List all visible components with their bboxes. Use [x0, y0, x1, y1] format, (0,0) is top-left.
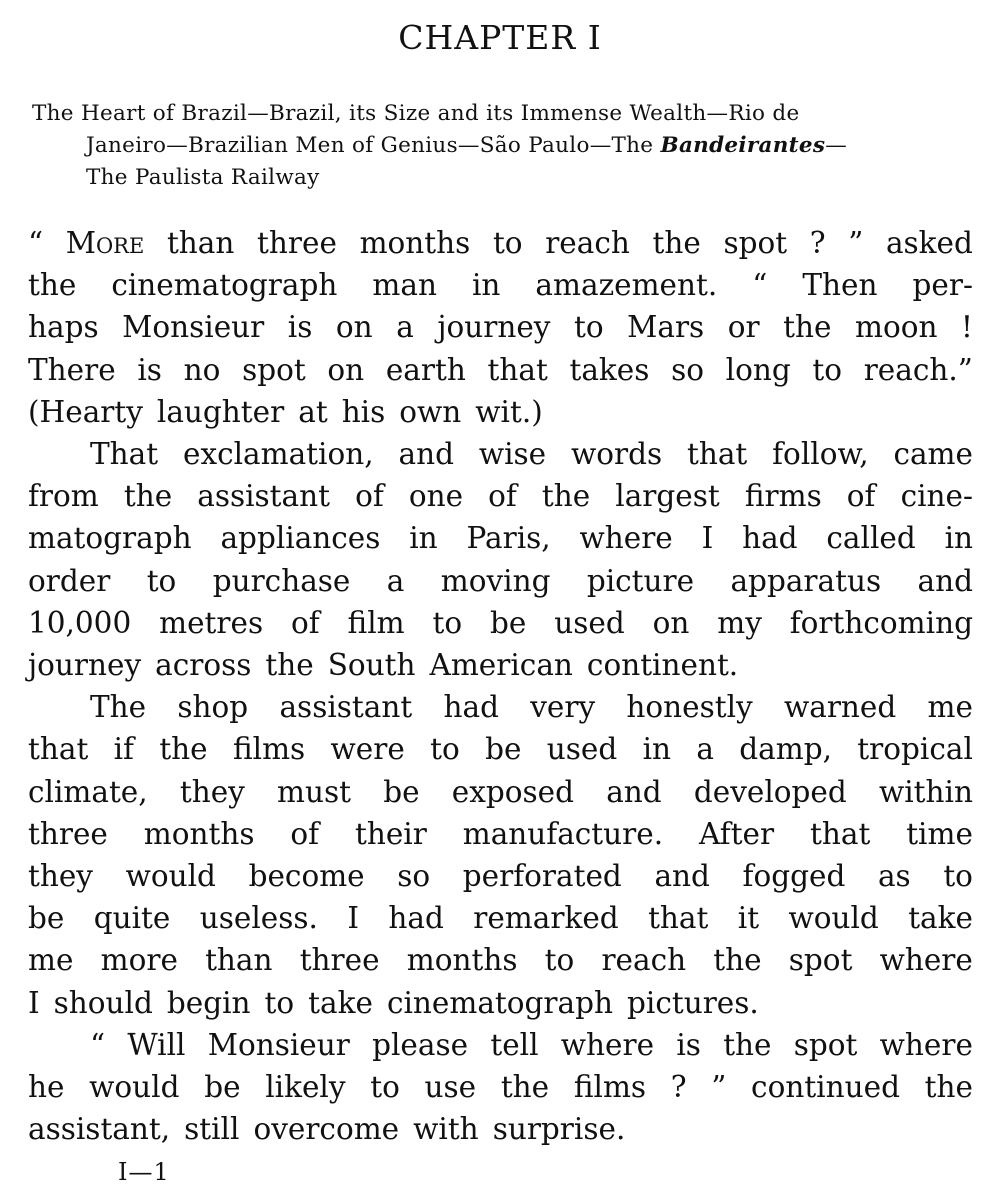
- word: climate,: [28, 774, 148, 809]
- word: to: [812, 352, 843, 387]
- word: on: [335, 310, 373, 345]
- word: Then: [802, 268, 878, 303]
- word: would: [125, 859, 216, 894]
- text-line: [28, 433, 973, 475]
- word: more: [100, 943, 178, 978]
- word: the: [159, 732, 208, 767]
- synopsis-italic-term: Bandeirantes: [660, 133, 826, 158]
- word: where: [579, 521, 673, 556]
- word: called: [826, 521, 916, 556]
- text-line: [28, 644, 973, 686]
- word: in: [944, 521, 973, 556]
- word: reach.”: [863, 352, 973, 387]
- word: me: [927, 690, 973, 725]
- text-line: [28, 264, 973, 306]
- word: assistant: [279, 690, 413, 725]
- word: as: [877, 859, 911, 894]
- word: man: [372, 268, 437, 303]
- text-line: [28, 1024, 973, 1066]
- signature-mark: I—1: [118, 1158, 170, 1186]
- word: purchase: [212, 563, 351, 598]
- word: likely: [265, 1070, 346, 1105]
- word: own: [399, 394, 462, 429]
- word: wise: [478, 437, 547, 472]
- word: in: [642, 732, 671, 767]
- word: shop: [177, 690, 249, 725]
- text-line: [28, 728, 973, 770]
- word: be: [28, 901, 65, 936]
- word: largest: [615, 479, 720, 514]
- word: the: [652, 226, 701, 260]
- word: where: [879, 943, 973, 978]
- text-line: [28, 813, 973, 855]
- word: at: [298, 394, 328, 429]
- word: the: [723, 1027, 772, 1062]
- word: to: [574, 310, 604, 345]
- word: and: [917, 563, 973, 598]
- word: forthcoming: [789, 605, 973, 640]
- word: is: [287, 310, 313, 345]
- word: take: [308, 985, 373, 1020]
- word: me: [28, 943, 74, 978]
- text-line: [28, 686, 973, 728]
- word: he: [28, 1070, 65, 1105]
- word: overcome: [253, 1112, 400, 1147]
- word: that: [28, 732, 89, 767]
- word: ?: [809, 226, 826, 260]
- word: is: [137, 352, 162, 387]
- text-line: [28, 391, 973, 433]
- word: to: [264, 985, 295, 1020]
- word: came: [893, 437, 973, 472]
- text-line: [28, 897, 973, 939]
- word: laughter: [156, 394, 285, 429]
- body-text: [28, 222, 973, 1150]
- word: three: [28, 816, 108, 851]
- text-line: [28, 349, 973, 391]
- chapter-synopsis: [32, 98, 977, 194]
- word: within: [878, 774, 973, 809]
- word: pictures.: [627, 985, 759, 1020]
- word: than: [205, 943, 273, 978]
- word: spot: [723, 226, 788, 260]
- word: used: [554, 605, 625, 640]
- word: I: [347, 901, 359, 936]
- word: I: [701, 521, 714, 556]
- word: The: [90, 690, 147, 725]
- word: if: [113, 732, 134, 767]
- text-line: [28, 982, 973, 1024]
- text-line: [28, 222, 973, 264]
- word: that: [648, 901, 709, 936]
- word: a: [386, 563, 405, 598]
- word: journey: [28, 648, 142, 683]
- word: so: [671, 352, 704, 387]
- word: would: [788, 901, 879, 936]
- word: cinematograph: [111, 268, 338, 303]
- word: ”: [711, 1070, 727, 1105]
- word: to: [492, 226, 523, 260]
- word: be: [490, 605, 527, 640]
- word: cinematograph: [386, 985, 613, 1020]
- word: Monsieur: [122, 310, 265, 345]
- word: had: [388, 901, 444, 936]
- word: would: [89, 1070, 180, 1105]
- word: metres: [159, 605, 264, 640]
- word: film: [347, 605, 405, 640]
- text-line: [28, 1108, 973, 1150]
- word: damp,: [739, 732, 832, 767]
- synopsis-line-2-dash: —: [825, 133, 848, 158]
- word: months: [143, 816, 255, 851]
- word: spot: [793, 1027, 858, 1062]
- word: spot: [242, 352, 306, 387]
- word: order: [28, 563, 111, 598]
- word: “: [90, 1027, 106, 1062]
- word: remarked: [473, 901, 619, 936]
- word: on: [652, 605, 690, 640]
- word: useless.: [199, 901, 318, 936]
- word: exclamation,: [182, 437, 374, 472]
- word: to: [146, 563, 177, 598]
- word: had: [443, 690, 499, 725]
- word: appliances: [220, 521, 381, 556]
- word: honestly: [626, 690, 753, 725]
- word: That: [90, 437, 159, 472]
- text-line: [28, 602, 973, 644]
- word: should: [53, 985, 153, 1020]
- synopsis-line-2: [32, 130, 977, 162]
- word: or: [727, 310, 760, 345]
- word: reach: [601, 943, 687, 978]
- word: apparatus: [730, 563, 882, 598]
- text-line: [28, 560, 973, 602]
- word: be: [383, 774, 420, 809]
- word: Monsieur: [207, 1027, 350, 1062]
- text-line: [28, 771, 973, 813]
- word: the: [541, 479, 591, 514]
- word: the: [265, 648, 314, 683]
- word: films: [573, 1070, 647, 1105]
- text-line: [28, 1066, 973, 1108]
- word: American: [429, 648, 573, 683]
- word: so: [397, 859, 431, 894]
- word: of: [290, 816, 320, 851]
- word: than: [166, 226, 235, 260]
- word: tropical: [857, 732, 973, 767]
- word: continued: [751, 1070, 900, 1105]
- word: to: [432, 605, 463, 640]
- word: of: [355, 479, 384, 514]
- word: long: [725, 352, 791, 387]
- word: South: [327, 648, 416, 683]
- word: tell: [490, 1027, 539, 1062]
- word: of: [846, 479, 876, 514]
- word: still: [184, 1112, 240, 1147]
- word: three: [257, 226, 337, 260]
- word: used: [546, 732, 618, 767]
- word: that: [487, 352, 548, 387]
- word: where: [879, 1027, 973, 1062]
- text-line: [28, 306, 973, 348]
- word: one: [408, 479, 464, 514]
- synopsis-line-1: The Heart of Brazil—Brazil, its Size and its Immense Wealth—Rio de: [32, 101, 800, 126]
- word: There: [28, 352, 116, 387]
- word: be: [485, 732, 522, 767]
- word: months: [359, 226, 471, 260]
- word: of: [290, 605, 320, 640]
- word: spot: [788, 943, 853, 978]
- word: ?: [670, 1070, 687, 1105]
- word: his: [341, 394, 386, 429]
- word: Paris,: [466, 521, 551, 556]
- word: to: [943, 859, 973, 894]
- word: Will: [127, 1027, 186, 1062]
- word: !: [961, 310, 973, 345]
- chapter-title: CHAPTER I: [398, 18, 602, 57]
- word: quite: [93, 901, 171, 936]
- word: that: [686, 437, 748, 472]
- word: asked: [885, 226, 973, 260]
- word: the: [713, 943, 762, 978]
- word: across: [155, 648, 252, 683]
- word: warned: [783, 690, 897, 725]
- word: (Hearty: [28, 394, 143, 429]
- text-line: [28, 939, 973, 981]
- word: the: [28, 268, 77, 303]
- word: the: [924, 1070, 973, 1105]
- word: words: [570, 437, 663, 472]
- word: very: [530, 690, 596, 725]
- word: in: [409, 521, 438, 556]
- word: the: [123, 479, 173, 514]
- word: they: [28, 859, 93, 894]
- word: on: [327, 352, 365, 387]
- word: no: [183, 352, 221, 387]
- word: assistant,: [28, 1112, 171, 1147]
- word: is: [676, 1027, 701, 1062]
- word: More: [65, 226, 145, 260]
- word: where: [560, 1027, 655, 1062]
- word: to: [430, 732, 460, 767]
- synopsis-line-3: The Paulista Railway: [86, 165, 320, 190]
- word: moon: [854, 310, 938, 345]
- word: “: [28, 226, 44, 260]
- word: follow,: [772, 437, 869, 472]
- text-line: [28, 517, 973, 559]
- word: and: [606, 774, 662, 809]
- word: firms: [744, 479, 822, 514]
- word: were: [330, 732, 405, 767]
- word: Mars: [627, 310, 705, 345]
- word: must: [277, 774, 352, 809]
- word: with: [413, 1112, 479, 1147]
- word: in: [471, 268, 501, 303]
- word: they: [179, 774, 245, 809]
- word: continent.: [586, 648, 739, 683]
- word: amazement.: [535, 268, 718, 303]
- word: reach: [545, 226, 630, 260]
- word: haps: [28, 310, 99, 345]
- word: and: [654, 859, 710, 894]
- word: a: [696, 732, 714, 767]
- word: months: [406, 943, 518, 978]
- word: matograph: [28, 521, 192, 556]
- word: it: [737, 901, 760, 936]
- word: a: [396, 310, 414, 345]
- word: cine-: [900, 479, 973, 514]
- word: of: [488, 479, 517, 514]
- word: per-: [912, 268, 973, 303]
- word: ”: [848, 226, 864, 260]
- word: begin: [166, 985, 251, 1020]
- word: my: [717, 605, 762, 640]
- word: surprise.: [492, 1112, 626, 1147]
- word: assistant: [197, 479, 330, 514]
- word: take: [908, 901, 973, 936]
- word: fogged: [742, 859, 846, 894]
- synopsis-line-2-text: Janeiro—Brazilian Men of Genius—São Paulo—The: [86, 133, 661, 158]
- word: from: [28, 479, 99, 514]
- word: please: [372, 1027, 469, 1062]
- word: to: [544, 943, 575, 978]
- word: three: [299, 943, 380, 978]
- word: developed: [693, 774, 847, 809]
- word: the: [783, 310, 832, 345]
- word: time: [906, 816, 973, 851]
- word: manufacture.: [462, 816, 664, 851]
- word: wit.): [475, 394, 543, 429]
- word: perforated: [462, 859, 622, 894]
- text-line: [28, 855, 973, 897]
- word: to: [370, 1070, 400, 1105]
- word: the: [500, 1070, 550, 1105]
- word: 10,000: [28, 605, 132, 640]
- word: be: [204, 1070, 241, 1105]
- word: earth: [385, 352, 466, 387]
- word: and: [398, 437, 454, 472]
- word: takes: [569, 352, 650, 387]
- word: journey: [437, 310, 551, 345]
- text-line: [28, 475, 973, 517]
- word: moving: [440, 563, 551, 598]
- word: I: [28, 985, 40, 1020]
- word: films: [232, 732, 306, 767]
- word: that: [810, 816, 871, 851]
- word: exposed: [451, 774, 574, 809]
- word: use: [424, 1070, 477, 1105]
- word: “: [752, 268, 768, 303]
- word: their: [354, 816, 427, 851]
- word: become: [248, 859, 365, 894]
- word: After: [699, 816, 775, 851]
- word: picture: [586, 563, 695, 598]
- word: had: [742, 521, 798, 556]
